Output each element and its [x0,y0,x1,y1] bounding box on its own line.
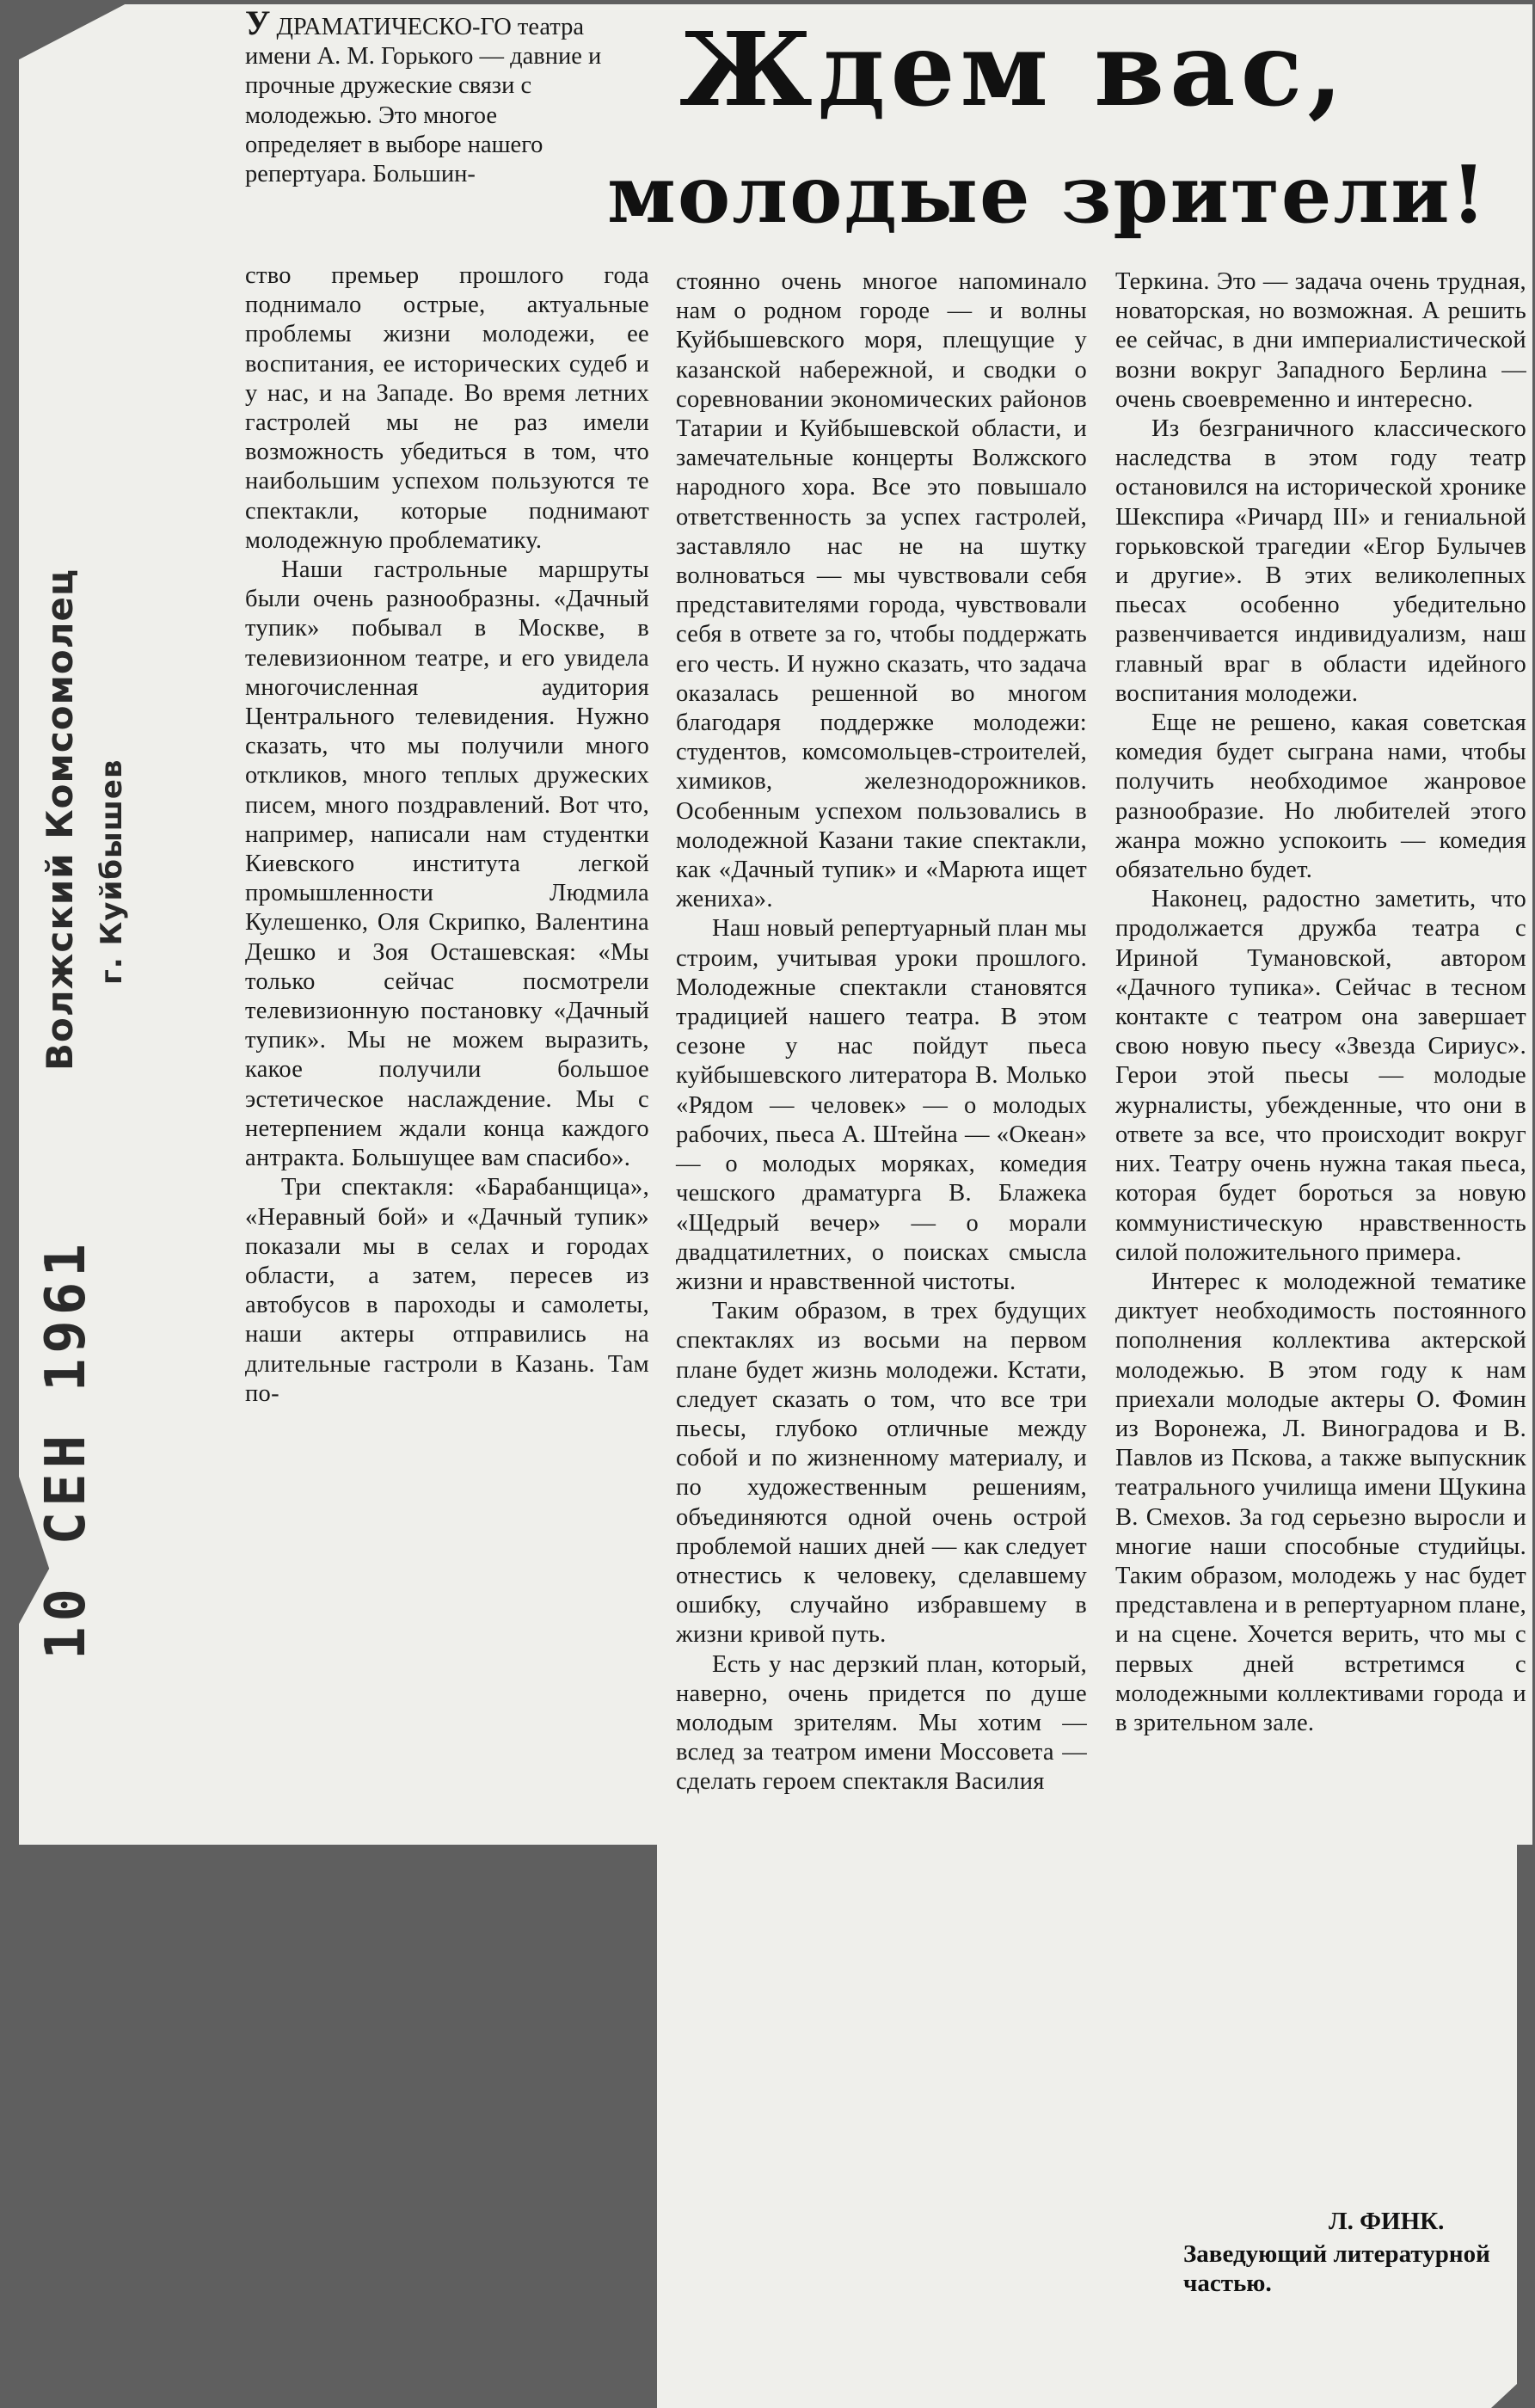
city-stamp: г. Куйбышев [95,759,129,985]
headline-line-1: Ждем вас, [679,9,1348,129]
date-stamp: 10 СЕН 1961 [34,1238,98,1660]
paragraph: ство премьер прошлого года поднимало острые, актуальные проблемы жизни молодежи, ее воспитания, ее исторических судеб и у нас, и на Западе. Во время летних гастролей мы не раз имели возможность убедиться в том, что наибольшим успехом пользуются те спектакли, которые поднимают молодежную проблематику. [245,262,649,554]
article-column-2 [676,267,1087,1797]
paragraph: Таким образом, в трех будущих спектаклях из восьми на первом плане будет жизнь молодежи. Кстати, следует сказать о том, что все три пьесы, глубоко отличные между собой и по жизненному материалу, и по художественным решениям, объединяются одной очень острой проблемой наших дней — как следует отнестись к человеку, сделавшему ошибку, случайно избравшему в жизни кривой путь. [676,1298,1087,1649]
newspaper-name-stamp: Волжский Комсомолец [39,568,81,1071]
paragraph: Наконец, радостно заметить, что продолжается дружба театра с Ириной Тумановской, автором «Дачного тупика». Сейчас в тесном контакте с театром она завершает свою новую пьесу «Звезда Сириус». Герои этой пьесы — молодые журналисты, убежденные, что они в ответе за все, что происходит вокруг них. Театру очень нужна такая пьеса, которая будет бороться за новую коммунистическую нравственность силой положительного примера. [1115,886,1526,1266]
paragraph: Наш новый репертуарный план мы строим, учитывая уроки прошлого. Молодежные спектакли становятся традицией нашего театра. В этом сезоне у нас пойдут пьеса куйбышевского литератора В. Молько «Рядом — человек» — о молодых рабочих, пьеса А. Штейна — «Океан» — о молодых моряках, комедия чешского драматурга В. Блажека «Щедрый вечер» — о морали двадцатилетних, о поисках смысла жизни и нравственной чистоты. [676,915,1087,1295]
paragraph: Интерес к молодежной тематике диктует необходимость постоянного пополнения коллектива актерской молодежью. В этом году к нам приехали молодые актеры О. Фомин из Воронежа, Л. Виноградова и В. Павлов из Пскова, а также выпускник театрального училища имени Щукина В. Смехов. За год серьезно выросли и многие наши способные студийцы. Таким образом, молодежь у нас будет представлена и в репертуарном плане, и на сцене. Хочется верить, что мы с первых дней встретимся с молодежными коллективами города и в зрительном зале. [1115,1268,1526,1736]
paragraph: Три спектакля: «Барабанщица», «Неравный бой» и «Дачный тупик» показали мы в селах и городах области, а затем, пересев из автобусов в пароходы и самолеты, наши актеры отправились на длительные гастроли в Казань. Там по- [245,1174,649,1407]
author-position: Заведующий литературной частью. [1183,2240,1490,2297]
article-column-3 [1115,267,1526,1738]
lead-text: ДРАМАТИЧЕСКО-ГО театра имени А. М. Горького — давние и прочные дружеские связи с молодежью. Это многое определяет в выборе нашего репертуара. Большин- [245,14,602,188]
newspaper-clipping-lower [657,1806,1517,2408]
paragraph: Из безграничного классического наследства в этом году театр остановился на исторической хронике Шекспира «Ричард III» и гениальной горьковской трагедии «Егор Булычев и другие». В этих великолепных пьесах особенно убедительно развенчивается индивидуализм, наш главный враг в области идейного воспитания молодежи. [1115,415,1526,707]
author-name: Л. ФИНК. [1329,2208,1445,2235]
article-lead [245,3,606,189]
article-column-1 [245,261,649,1409]
paragraph: стоянно очень многое напоминало нам о родном городе — и волны Куйбышевского моря, плещущие у казанской набережной, и сводки о соревновании экономических районов Татарии и Куйбышевской области, и замечательные концерты Волжского народного хора. Все это повышало ответственность за успех гастролей, заставляло нас не на шутку волноваться — мы чувствовали себя представителями города, чувствовали себя в ответе за го, чтобы поддержать его честь. И нужно сказать, что задача оказалась решенной во многом благодаря поддержке молодежи: студентов, комсомольцев-строителей, химиков, железнодорожников. Особенным успехом пользовались в молодежной Казани такие спектакли, как «Дачный тупик» и «Марюта ищет жениха». [676,268,1087,913]
paragraph: Наши гастрольные маршруты были очень разнообразны. «Дачный тупик» побывал в Москве, в телевизионном театре, и его увидела многочисленная аудитория Центрального телевидения. Нужно сказать, что мы получили много откликов, много теплых дружеских писем, много поздравлений. Вот что, например, написали нам студентки Киевского института легкой промышленности Людмила Кулешенко, Оля Скрипко, Валентина Дешко и Зоя Осташевская: «Мы только сейчас посмотрели телевизионную постановку «Дачный тупик». Мы не можем выразить, какое получили большое эстетическое наслаждение. Мы с нетерпением ждали конца каждого антракта. Большущее вам спасибо». [245,556,649,1172]
paragraph: Есть у нас дерзкий план, который, наверно, очень придется по душе молодым зрителям. Мы хотим — вслед за театром имени Моссовета — сделать героем спектакля Василия [676,1650,1087,1796]
paragraph: Теркина. Это — задача очень трудная, новаторская, но возможная. А решить ее сейчас, в дни империалистической возни вокруг Западного Берлина — очень своевременно и интересно. [1115,268,1526,413]
headline-line-2: молодые зрители! [607,148,1488,241]
drop-cap: У [245,3,271,42]
paragraph: Еще не решено, какая советская комедия будет сыграна нами, чтобы получить необходимое жанровое разнообразие. Но любителей этого жанра можно успокоить — комедия обязательно будет. [1115,710,1526,884]
